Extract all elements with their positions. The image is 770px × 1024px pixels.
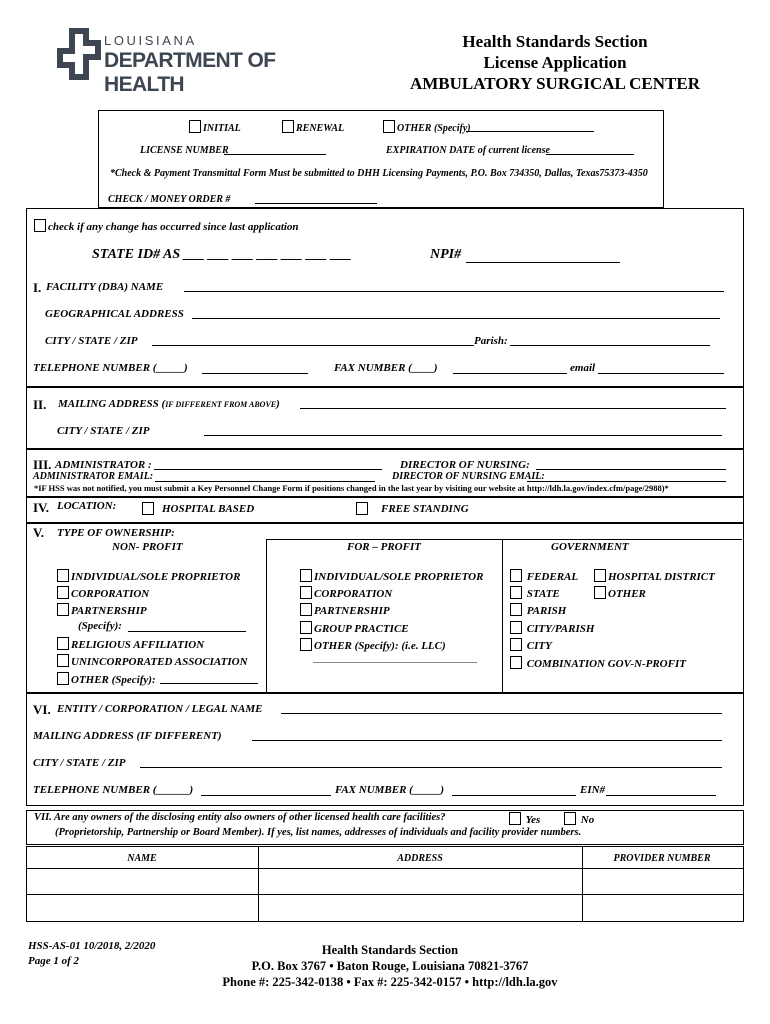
phone6-label: TELEPHONE NUMBER (______) [33, 784, 194, 796]
col-name-header: NAME [127, 853, 157, 864]
admin-email-field[interactable] [155, 481, 375, 482]
np-corporation-option[interactable] [57, 586, 149, 600]
header-title-line3: AMBULATORY SURGICAL CENTER [409, 74, 701, 93]
fp-corporation-option[interactable] [300, 586, 392, 600]
free-standing-label: FREE STANDING [381, 503, 469, 515]
footer-line2: P.O. Box 3767 • Baton Rouge, Louisiana 70821-3767 [251, 959, 529, 973]
admin-field[interactable] [154, 469, 382, 470]
gov-hospital-district-option[interactable] [594, 569, 715, 583]
government-heading: GOVERNMENT [551, 541, 629, 553]
city6-label: CITY / STATE / ZIP [33, 757, 126, 769]
don-label: DIRECTOR OF NURSING: [400, 459, 530, 471]
logo [57, 28, 332, 96]
fax6-field[interactable] [452, 795, 576, 796]
mailing-label-small: IF DIFFERENT FROM ABOVE [165, 400, 277, 409]
owners-row-2-address-cell[interactable] [259, 895, 581, 919]
city1-field[interactable] [152, 345, 474, 346]
fp-group-option[interactable] [300, 621, 409, 635]
other-specify-field[interactable] [466, 131, 594, 132]
renewal-checkbox[interactable] [282, 120, 294, 133]
location-label: LOCATION: [57, 500, 117, 512]
license-number-field[interactable] [224, 154, 326, 155]
header-title-line1: Health Standards Section [462, 32, 648, 51]
np-unincorporated-checkbox[interactable] [57, 654, 69, 667]
fp-group-label: GROUP PRACTICE [314, 623, 409, 635]
free-standing-checkbox[interactable] [356, 502, 368, 515]
section1-number: I. [33, 280, 42, 295]
fp-other-option[interactable] [300, 638, 446, 652]
renewal-option[interactable] [282, 120, 344, 134]
admin-label: ADMINISTRATOR : [55, 459, 152, 471]
gov-city-checkbox[interactable] [510, 638, 522, 651]
facility-name-label: FACILITY (DBA) NAME [46, 281, 164, 293]
initial-checkbox[interactable] [189, 120, 201, 133]
no-label: No [580, 814, 595, 826]
gov-state-label: STATE [526, 588, 560, 600]
expiration-field[interactable] [546, 154, 634, 155]
fp-other-checkbox[interactable] [300, 638, 312, 651]
form-number: HSS-AS-01 10/2018, 2/2020 [28, 940, 156, 952]
parish-label: Parish: [474, 335, 508, 347]
gov-parish-checkbox[interactable] [510, 603, 522, 616]
other-checkbox[interactable] [383, 120, 395, 133]
ein-field[interactable] [606, 795, 716, 796]
np-religious-checkbox[interactable] [57, 637, 69, 650]
gov-state-option[interactable] [510, 586, 560, 600]
npi-label: NPI# [430, 247, 462, 262]
fp-individual-label: INDIVIDUAL/SOLE PROPRIETOR [314, 571, 484, 583]
np-individual-checkbox[interactable] [57, 569, 69, 582]
ein-label: EIN# [580, 784, 606, 796]
np-partnership-checkbox[interactable] [57, 603, 69, 616]
license-number-label: LICENSE NUMBER [140, 145, 229, 156]
logo-line2: DEPARTMENT OF HEALTH [104, 49, 276, 96]
fp-individual-option[interactable] [300, 569, 483, 583]
gov-cityparish-checkbox[interactable] [510, 621, 522, 634]
gov-cityparish-label: CITY/PARISH [526, 623, 595, 635]
hospital-based-label: HOSPITAL BASED [162, 503, 255, 515]
gov-other-option[interactable] [594, 586, 646, 600]
mailing-label-text: MAILING ADDRESS ( [58, 398, 166, 410]
check-money-field[interactable] [255, 203, 377, 204]
gov-federal-label: FEDERAL [526, 571, 579, 583]
facility-name-field[interactable] [184, 291, 724, 292]
fp-individual-checkbox[interactable] [300, 569, 312, 582]
col-address-header: ADDRESS [397, 853, 443, 864]
section4-number: IV. [33, 500, 50, 515]
city2-field[interactable] [204, 435, 722, 436]
fp-partnership-option[interactable] [300, 603, 390, 617]
npi-field[interactable] [466, 262, 620, 263]
np-other-field[interactable] [160, 683, 258, 684]
fp-other-field[interactable] [313, 662, 477, 663]
admin-email-label: ADMINISTRATOR EMAIL: [33, 471, 154, 482]
gov-other-label: OTHER [608, 588, 646, 600]
owners-row-1-name-cell[interactable] [27, 869, 257, 893]
mailing6-label: MAILING ADDRESS (IF DIFFERENT) [33, 730, 222, 742]
owners-row-1-address-cell[interactable] [259, 869, 581, 893]
other-option[interactable] [383, 120, 471, 134]
ownership-divider-1 [266, 539, 267, 692]
check-note: *Check & Payment Transmittal Form Must be submitted to DHH Licensing Payments, P.O. Box 734350, Dallas, Texas75373-4350 [110, 168, 648, 179]
email1-field[interactable] [598, 373, 724, 374]
np-individual-option[interactable] [57, 569, 240, 583]
fax6-label: FAX NUMBER (_____) [335, 784, 445, 796]
owners-row-2-provider-cell[interactable] [583, 895, 741, 919]
don-field[interactable] [536, 469, 726, 470]
phone6-field[interactable] [201, 795, 331, 796]
gov-state-checkbox[interactable] [510, 586, 522, 599]
np-corporation-checkbox[interactable] [57, 586, 69, 599]
ownership-header-rule [266, 539, 742, 540]
gov-combination-label: COMBINATION GOV-N-PROFIT [526, 658, 686, 670]
fp-group-checkbox[interactable] [300, 621, 312, 634]
ownership-divider-2 [502, 539, 503, 692]
mailing-label [58, 398, 280, 410]
other-label: OTHER (Specify) [397, 123, 471, 134]
expiration-label: EXPIRATION DATE of current license [386, 145, 550, 156]
np-religious-option[interactable] [57, 637, 204, 651]
mailing6-field[interactable] [252, 740, 722, 741]
initial-label: INITIAL [203, 123, 241, 134]
gov-cityparish-option[interactable] [510, 621, 594, 635]
section7-instructions: (Proprietorship, Partnership or Board Member). If yes, list names, addresses of individuals and facility provider numbers. [55, 827, 582, 838]
don-email-field[interactable] [527, 481, 726, 482]
ownership-title: TYPE OF OWNERSHIP: [57, 527, 175, 539]
nonprofit-heading: NON- PROFIT [112, 541, 183, 553]
phone1-field[interactable] [202, 373, 308, 374]
header-title-line2: License Application [483, 53, 627, 72]
section2-number: II. [33, 397, 47, 412]
section3-number: III. [33, 457, 52, 472]
np-specify-label: (Specify): [78, 620, 122, 632]
fp-partnership-checkbox[interactable] [300, 603, 312, 616]
section5-number: V. [33, 525, 44, 540]
forprofit-heading: FOR – PROFIT [347, 541, 421, 553]
gov-city-label: CITY [526, 640, 552, 652]
parish-field[interactable] [510, 345, 710, 346]
gov-federal-checkbox[interactable] [510, 569, 522, 582]
city2-label: CITY / STATE / ZIP [57, 425, 150, 437]
gov-combination-checkbox[interactable] [510, 656, 522, 669]
gov-city-option[interactable] [510, 638, 552, 652]
main-box-a [26, 208, 744, 388]
gov-parish-option[interactable] [510, 603, 566, 617]
hospital-based-checkbox[interactable] [142, 502, 154, 515]
fp-corporation-checkbox[interactable] [300, 586, 312, 599]
np-other-checkbox[interactable] [57, 672, 69, 685]
footer-line3: Phone #: 225-342-0138 • Fax #: 225-342-0157 • http://ldh.la.gov [222, 975, 558, 989]
gov-parish-label: PARISH [526, 605, 567, 617]
owners-row-1-provider-cell[interactable] [583, 869, 741, 893]
np-other-option[interactable] [57, 672, 156, 686]
gov-hospital-district-checkbox[interactable] [594, 569, 606, 582]
email1-label: email [570, 362, 596, 374]
logo-line1: LOUISIANA [104, 33, 197, 48]
fax1-label: FAX NUMBER (____) [334, 362, 438, 374]
no-checkbox[interactable] [564, 812, 576, 825]
np-corporation-label: CORPORATION [71, 588, 150, 600]
gov-hospital-district-label: HOSPITAL DISTRICT [608, 571, 715, 583]
geo-address-label: GEOGRAPHICAL ADDRESS [45, 308, 184, 320]
entity-field[interactable] [281, 713, 722, 714]
fp-partnership-label: PARTNERSHIP [314, 605, 390, 617]
np-partnership-option[interactable] [57, 603, 147, 617]
np-partnership-label: PARTNERSHIP [71, 605, 147, 617]
city1-label: CITY / STATE / ZIP [45, 335, 138, 347]
change-label: check if any change has occurred since last application [48, 221, 299, 233]
check-money-label: CHECK / MONEY ORDER # [108, 194, 231, 205]
main-box-b [26, 386, 744, 450]
phone1-label: TELEPHONE NUMBER (_____) [33, 362, 188, 374]
state-id-label: STATE ID# AS ___ ___ ___ ___ ___ ___ ___ [92, 247, 352, 262]
gov-federal-option[interactable] [510, 569, 578, 583]
gov-other-checkbox[interactable] [594, 586, 606, 599]
city6-field[interactable] [140, 767, 722, 768]
change-option[interactable] [34, 219, 299, 233]
np-religious-label: RELIGIOUS AFFILIATION [71, 639, 205, 651]
owners-row-2-name-cell[interactable] [27, 895, 257, 919]
gov-combination-option[interactable] [510, 656, 686, 670]
yes-label: Yes [525, 814, 541, 826]
yes-checkbox[interactable] [509, 812, 521, 825]
col-provider-header: PROVIDER NUMBER [613, 853, 711, 864]
section7-question: VII. Are any owners of the disclosing entity also owners of other licensed health care facilities? [34, 812, 446, 823]
np-other-label: OTHER (Specify): [71, 674, 156, 686]
initial-option[interactable] [189, 120, 241, 134]
geo-address-field[interactable] [192, 318, 720, 319]
renewal-label: RENEWAL [296, 123, 345, 134]
entity-label: ENTITY / CORPORATION / LEGAL NAME [57, 703, 263, 715]
footer-line1: Health Standards Section [321, 943, 459, 957]
yes-option[interactable] [509, 812, 540, 826]
change-checkbox[interactable] [34, 219, 46, 232]
mailing-label-end: ) [276, 398, 280, 410]
key-personnel-note: *IF HSS was not notified, you must submit a Key Personnel Change Form if positions changed in the last year by visiting our website at http://ldh.la.gov/index.cfm/page/2988)* [34, 483, 669, 493]
fp-corporation-label: CORPORATION [314, 588, 393, 600]
np-unincorporated-option[interactable] [57, 654, 248, 668]
no-option[interactable] [564, 812, 594, 826]
don-email-label: DIRECTOR OF NURSING EMAIL: [392, 471, 545, 482]
section6-number: VI. [33, 702, 51, 717]
mailing-field[interactable] [300, 408, 726, 409]
np-unincorporated-label: UNINCORPORATED ASSOCIATION [71, 656, 248, 668]
ldh-cross-logo-icon [57, 28, 101, 80]
page-number: Page 1 of 2 [28, 955, 80, 967]
fp-other-label: OTHER (Specify): (i.e. LLC) [314, 640, 446, 652]
np-specify-field[interactable] [128, 631, 246, 632]
fax1-field[interactable] [453, 373, 567, 374]
np-individual-label: INDIVIDUAL/SOLE PROPRIETOR [71, 571, 241, 583]
